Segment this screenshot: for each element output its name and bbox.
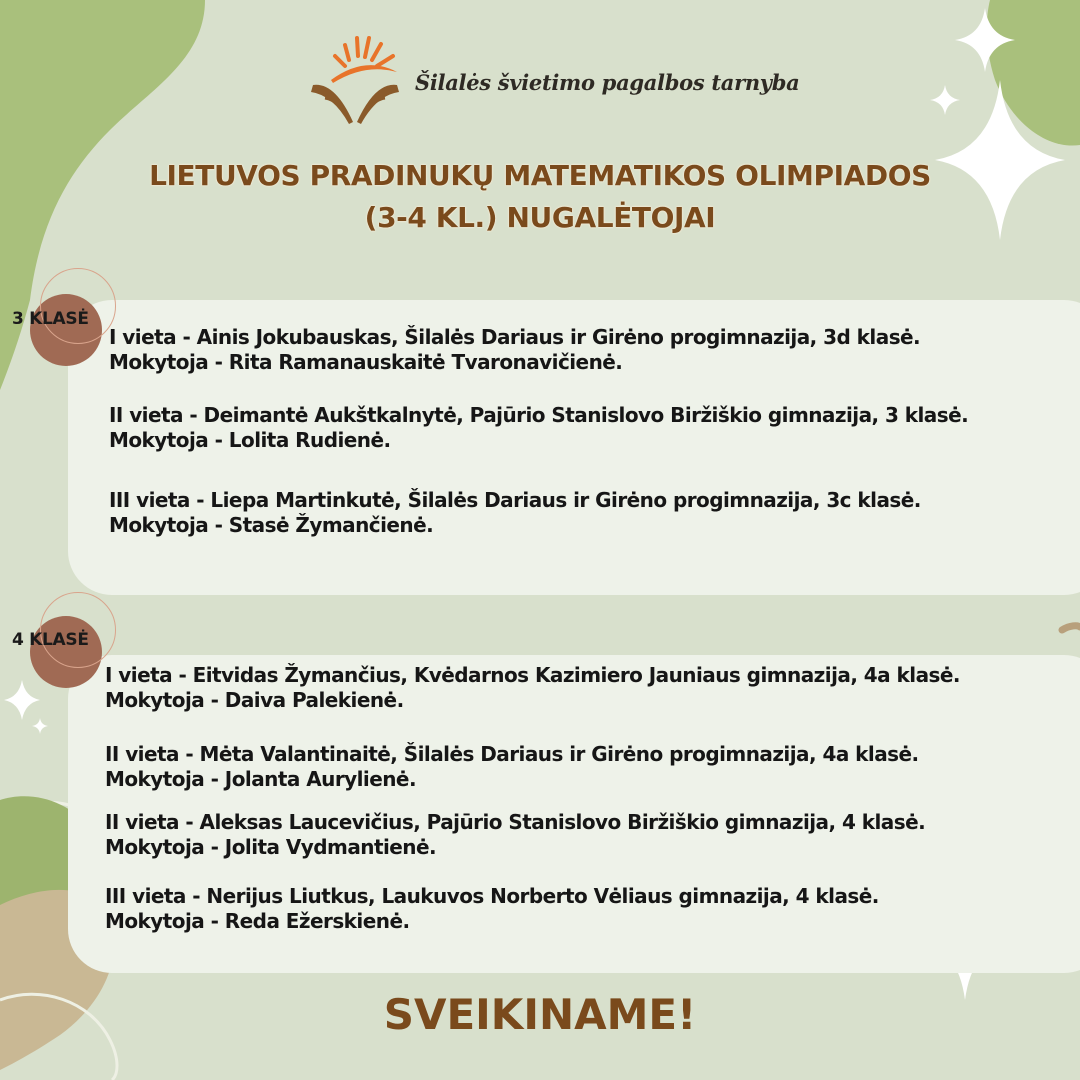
teacher-line: Mokytoja - Rita Ramanauskaitė Tvaronavičienė. bbox=[109, 350, 623, 374]
tan-curve-right bbox=[1062, 626, 1080, 630]
title-line-2: (3-4 KL.) NUGALĖTOJAI bbox=[364, 201, 716, 234]
teacher-line: Mokytoja - Daiva Palekienė. bbox=[105, 688, 404, 712]
page-title bbox=[80, 155, 1000, 239]
list-item bbox=[105, 742, 919, 792]
list-item bbox=[105, 663, 960, 713]
place-line: II vieta - Mėta Valantinaitė, Šilalės Dariaus ir Girėno progimnazija, 4a klasė. bbox=[105, 742, 919, 766]
place-line: II vieta - Aleksas Laucevičius, Pajūrio Stanislovo Biržiškio gimnazija, 4 klasė. bbox=[105, 810, 926, 834]
teacher-line: Mokytoja - Reda Ežerskienė. bbox=[105, 909, 410, 933]
teacher-line: Mokytoja - Jolita Vydmantienė. bbox=[105, 835, 437, 859]
header-logo bbox=[305, 30, 800, 130]
place-line: I vieta - Ainis Jokubauskas, Šilalės Dariaus ir Girėno progimnazija, 3d klasė. bbox=[109, 325, 921, 349]
closing-text: SVEIKINAME! bbox=[383, 990, 697, 1039]
badge-ring-grade-3 bbox=[40, 268, 116, 344]
place-line: I vieta - Eitvidas Žymančius, Kvėdarnos Kazimiero Jauniaus gimnazija, 4a klasė. bbox=[105, 663, 960, 687]
list-item bbox=[109, 325, 920, 375]
teacher-line: Mokytoja - Stasė Žymančienė. bbox=[109, 513, 434, 537]
org-name: Šilalės švietimo pagalbos tarnyba bbox=[415, 70, 800, 95]
list-item bbox=[105, 810, 925, 860]
list-item bbox=[109, 403, 968, 453]
teacher-line: Mokytoja - Lolita Rudienė. bbox=[109, 428, 391, 452]
list-item bbox=[105, 884, 879, 934]
place-line: II vieta - Deimantė Aukštkalnytė, Pajūrio Stanislovo Biržiškio gimnazija, 3 klasė. bbox=[109, 403, 969, 427]
badge-label-grade-3: 3 KLASĖ bbox=[12, 309, 89, 329]
list-item bbox=[109, 488, 921, 538]
title-line-1: LIETUVOS PRADINUKŲ MATEMATIKOS OLIMPIADOS bbox=[149, 159, 931, 192]
place-line: III vieta - Nerijus Liutkus, Laukuvos Norberto Vėliaus gimnazija, 4 klasė. bbox=[105, 884, 879, 908]
badge-label-grade-4: 4 KLASĖ bbox=[12, 630, 89, 650]
place-line: III vieta - Liepa Martinkutė, Šilalės Dariaus ir Girėno progimnazija, 3c klasė. bbox=[109, 488, 921, 512]
teacher-line: Mokytoja - Jolanta Aurylienė. bbox=[105, 767, 416, 791]
sun-over-open-book-logo bbox=[305, 30, 405, 130]
